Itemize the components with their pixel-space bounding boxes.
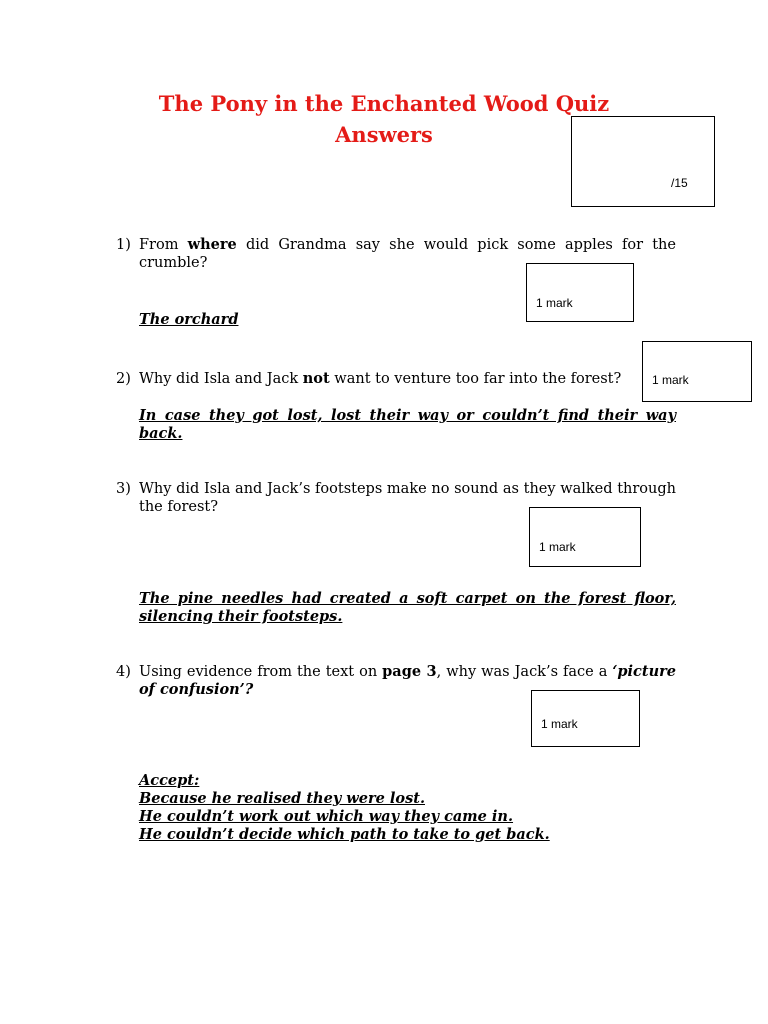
question-number: 2) <box>116 371 131 387</box>
mark-box <box>531 690 640 747</box>
question-text: Using evidence from the text on page 3, why was Jack’s face a ‘picture of confusion’? <box>139 663 676 698</box>
answer-2: In case they got lost, lost their way or couldn’t find their way back. <box>139 407 676 442</box>
question-number: 4) <box>116 664 131 680</box>
answer-line: He couldn’t work out which way they came in. <box>139 808 514 825</box>
question-1 <box>0 236 768 276</box>
score-total-label: /15 <box>671 176 688 190</box>
title-line-1: The Pony in the Enchanted Wood Quiz <box>158 91 610 116</box>
answer-1: The orchard <box>139 311 239 328</box>
mark-label: 1 mark <box>539 540 576 554</box>
mark-label: 1 mark <box>536 296 573 310</box>
mark-box <box>529 507 641 567</box>
mark-label: 1 mark <box>541 717 578 731</box>
mark-box <box>642 341 752 402</box>
title-line-2: Answers <box>335 122 433 147</box>
answer-line: Because he realised they were lost. <box>139 790 425 807</box>
mark-label: 1 mark <box>652 373 689 387</box>
question-text: Why did Isla and Jack’s footsteps make no sound as they walked through the forest? <box>139 481 676 515</box>
score-box <box>571 116 715 207</box>
question-text: Why did Isla and Jack not want to venture too far into the forest? <box>139 370 622 387</box>
question-3 <box>0 480 768 520</box>
answer-line: He couldn’t decide which path to take to get back. <box>139 826 550 843</box>
answer-3: The pine needles had created a soft carpet on the forest floor, silencing their footsteps. <box>139 590 676 625</box>
question-number: 3) <box>116 481 131 497</box>
question-number: 1) <box>116 237 131 253</box>
question-4 <box>0 663 768 703</box>
answer-line: Accept: <box>139 772 200 789</box>
question-text: From where did Grandma say she would pick some apples for the crumble? <box>139 236 676 271</box>
